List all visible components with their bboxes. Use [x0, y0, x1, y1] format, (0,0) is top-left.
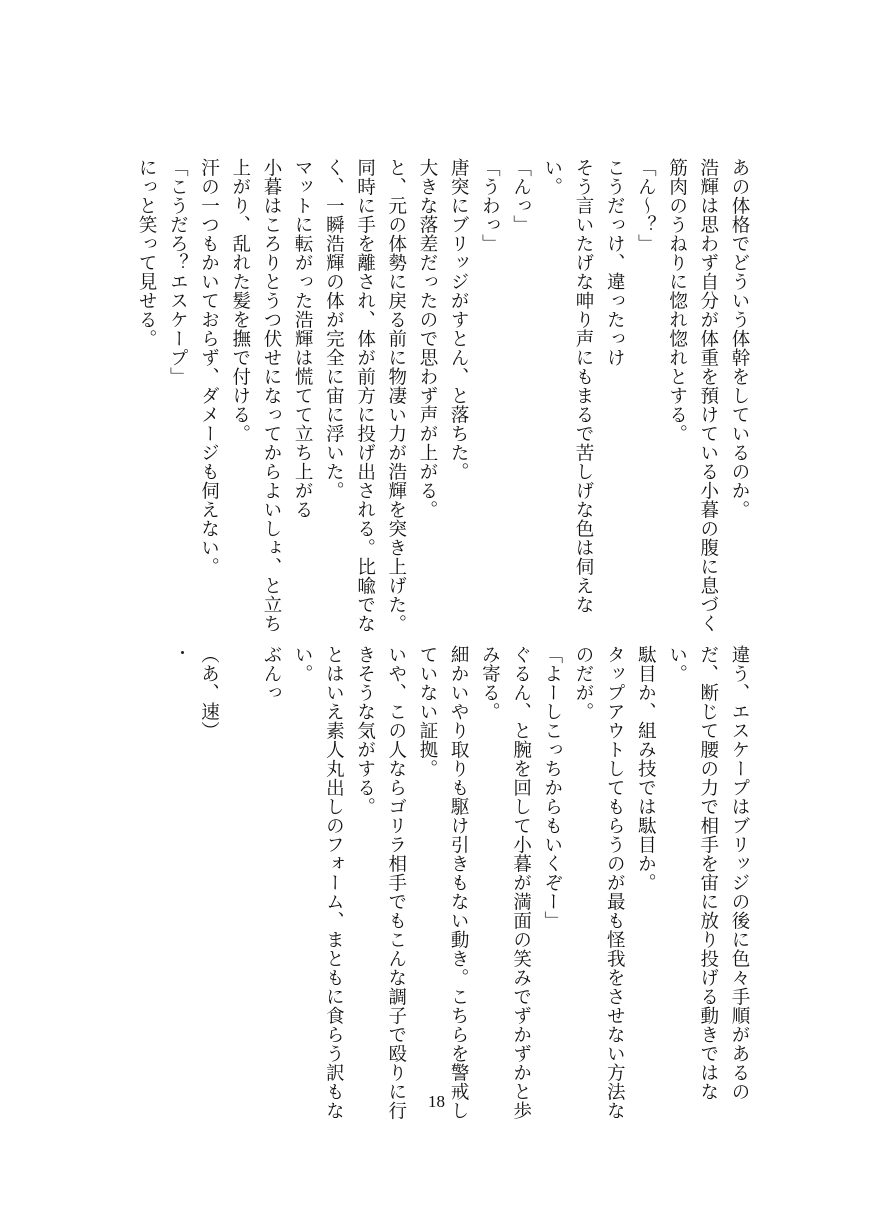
text-line: 「よーしこっちからもいくぞー」	[541, 645, 563, 930]
text-line: マットに転がった浩輝は慌てて立ち上がる	[292, 158, 314, 519]
text-line: そう言いたげな呻り声にもまるで苦しげな色は伺えな	[572, 158, 594, 614]
text-line: 唐突にブリッジがすとん、と落ちた。	[448, 158, 470, 481]
text-line: く、一瞬浩輝の体が完全に宙に浮いた。	[323, 158, 345, 500]
text-line: だ、断じて腰の力で相手を宙に放り投げる動きではな	[697, 645, 719, 1101]
text-line: 「うわっ」	[479, 158, 501, 253]
text-block-top	[131, 158, 755, 633]
text-line: 違う、エスケープはブリッジの後に色々手順があるの	[729, 645, 750, 1101]
text-line: 「んっ」	[510, 158, 532, 234]
text-line: 駄目か、組み技では駄目か。	[635, 645, 657, 892]
text-line: のだが。	[572, 645, 594, 721]
scene-break-dot	[181, 651, 184, 654]
text-line: い。	[666, 645, 688, 683]
text-line: いや、この人ならゴリラ相手でもこんな調子で殴りに行	[385, 645, 407, 1120]
text-line: とはいえ素人丸出しのフォーム、まともに食らう訳もな	[323, 645, 345, 1120]
text-line: 汗の一つもかいておらず、ダメージも伺えない。	[198, 158, 220, 576]
page-number: 18	[428, 1092, 445, 1111]
text-line: 大きな落差だったので思わず声が上がる。	[416, 158, 438, 519]
text-line: 小暮はころりとうつ伏せになってからよいしょ、と立ち	[260, 158, 282, 633]
text-line: きそうな気がする。	[354, 645, 376, 816]
text-line: 細かいやり取りも駆け引きもない動き。こちらを警戒し	[448, 645, 470, 1120]
text-line: い。	[292, 645, 314, 683]
text-line: タップアウトしてもらうのが最も怪我をさせない方法な	[604, 645, 626, 1120]
text-line: 上がり、乱れた髪を撫で付ける。	[229, 158, 251, 443]
text-line	[225, 645, 256, 1075]
text-line: 同時に手を離され、体が前方に投げ出される。比喩でな	[354, 158, 376, 633]
text-line: にっと笑って見せる。	[136, 158, 158, 348]
text-line: ぐるん、と腕を回して小暮が満面の笑みでずかずかと歩	[510, 645, 532, 1120]
text-line: 浩輝は思わず自分が体重を預けている小暮の腹に息づく	[697, 158, 719, 633]
text-line: ぶんっ	[260, 645, 282, 702]
text-line: い。	[541, 158, 563, 196]
text-line: み寄る。	[479, 645, 501, 721]
text-line: こうだっけ、違ったっけ	[604, 158, 626, 367]
text-line: 「ん～？」	[635, 158, 657, 253]
text-line: 筋肉のうねりに惚れ惚れとする。	[666, 158, 688, 443]
text-line: と、元の体勢に戻る前に物凄い力が浩輝を突き上げた。	[385, 158, 407, 633]
text-line: あの体格でどういう体幹をしているのか。	[729, 158, 750, 519]
text-line: 「こうだろ？エスケープ」	[167, 158, 189, 386]
text-line: （あ、速）	[198, 645, 220, 740]
text-line: ていない証拠。	[416, 645, 438, 778]
